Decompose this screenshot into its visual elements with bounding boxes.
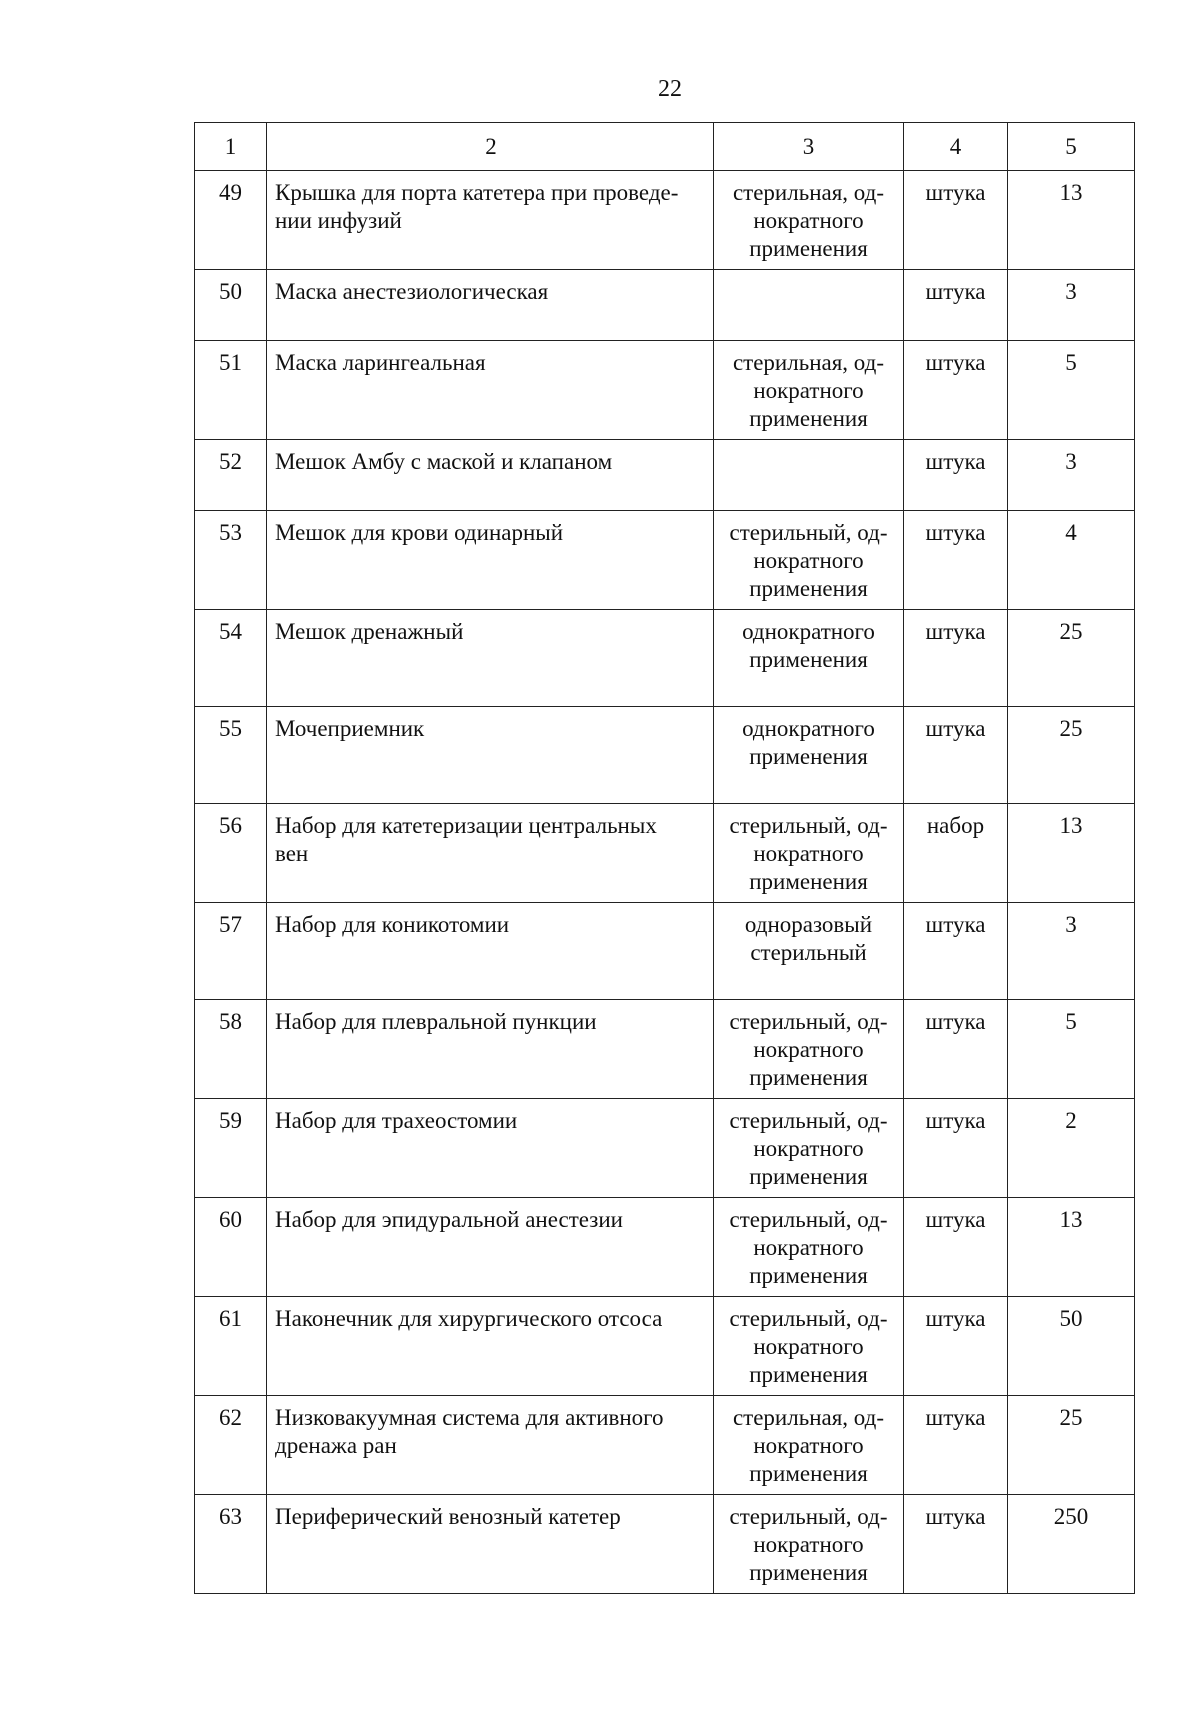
- table-row: [195, 1495, 1135, 1594]
- cell-number-line: 57: [219, 912, 242, 937]
- cell-characteristic-line: применения: [749, 576, 868, 601]
- cell-number-line: 60: [219, 1207, 242, 1232]
- table-row: [195, 171, 1135, 270]
- header-col-1: 1: [195, 123, 267, 171]
- table-body: [195, 123, 1135, 1594]
- cell-number-line: 51: [219, 350, 242, 375]
- header-col-2: 2: [267, 123, 714, 171]
- cell-quantity: [1008, 440, 1135, 511]
- cell-unit-line: штука: [925, 1009, 986, 1034]
- cell-characteristic-line: применения: [749, 1065, 868, 1090]
- cell-number: [195, 804, 267, 903]
- cell-characteristic: [714, 511, 904, 610]
- cell-number: [195, 1495, 267, 1594]
- cell-name-line: Мочеприемник: [275, 716, 425, 741]
- table-row: [195, 1099, 1135, 1198]
- cell-characteristic-line: применения: [749, 744, 868, 769]
- cell-characteristic-line: однократного: [742, 716, 875, 741]
- table-row: [195, 903, 1135, 1000]
- header-col-3: 3: [714, 123, 904, 171]
- cell-name-line: Набор для коникотомии: [275, 912, 510, 937]
- cell-quantity-line: 13: [1059, 1207, 1083, 1232]
- cell-quantity-line: 250: [1053, 1504, 1089, 1529]
- table-row: [195, 511, 1135, 610]
- cell-name-line: Набор для эпидуральной анестезии: [275, 1207, 623, 1232]
- cell-unit-line: штука: [925, 619, 986, 644]
- cell-number-line: 63: [219, 1504, 242, 1529]
- cell-characteristic-line: применения: [749, 647, 868, 672]
- cell-number-line: 52: [219, 449, 242, 474]
- cell-unit-line: штука: [925, 279, 986, 304]
- cell-name-line: Набор для плевральной пункции: [275, 1009, 597, 1034]
- table-row: [195, 270, 1135, 341]
- cell-characteristic: [714, 440, 904, 511]
- cell-quantity-line: 5: [1065, 350, 1077, 375]
- cell-characteristic: [714, 171, 904, 270]
- cell-unit: [904, 171, 1008, 270]
- table-row: [195, 1396, 1135, 1495]
- cell-number: [195, 341, 267, 440]
- cell-characteristic: [714, 707, 904, 804]
- cell-unit: [904, 1198, 1008, 1297]
- cell-quantity: [1008, 1297, 1135, 1396]
- cell-number: [195, 440, 267, 511]
- table-row: [195, 341, 1135, 440]
- cell-name: [267, 804, 714, 903]
- cell-characteristic-line: однократного: [742, 619, 875, 644]
- cell-quantity-line: 50: [1059, 1306, 1083, 1331]
- table-row: [195, 1000, 1135, 1099]
- cell-number: [195, 903, 267, 1000]
- cell-number: [195, 610, 267, 707]
- cell-name: [267, 1000, 714, 1099]
- cell-name-line: Низковакуумная система для активного: [275, 1405, 664, 1430]
- table-row: [195, 1297, 1135, 1396]
- cell-quantity: [1008, 171, 1135, 270]
- cell-characteristic-line: нократного: [753, 378, 864, 403]
- cell-characteristic: [714, 270, 904, 341]
- cell-quantity-line: 25: [1059, 1405, 1083, 1430]
- cell-characteristic-line: применения: [749, 406, 868, 431]
- cell-number: [195, 1099, 267, 1198]
- cell-characteristic-line: применения: [749, 869, 868, 894]
- cell-quantity: [1008, 707, 1135, 804]
- header-col-5: 5: [1008, 123, 1135, 171]
- cell-characteristic-line: нократного: [753, 1334, 864, 1359]
- cell-name: [267, 341, 714, 440]
- cell-characteristic-line: применения: [749, 1560, 868, 1585]
- cell-name-line: Маска ларингеальная: [275, 350, 486, 375]
- cell-characteristic-line: стерильный, од-: [729, 1207, 888, 1232]
- cell-name-line: нии инфузий: [275, 208, 402, 233]
- cell-unit: [904, 707, 1008, 804]
- cell-number-line: 53: [219, 520, 242, 545]
- cell-characteristic-line: нократного: [753, 1136, 864, 1161]
- cell-name: [267, 440, 714, 511]
- cell-name-line: Набор для катетеризации центральных: [275, 813, 657, 838]
- table-row: [195, 610, 1135, 707]
- cell-quantity: [1008, 1099, 1135, 1198]
- cell-quantity: [1008, 1396, 1135, 1495]
- cell-number-line: 50: [219, 279, 242, 304]
- page-number: 22: [658, 76, 682, 102]
- cell-quantity-line: 3: [1065, 279, 1077, 304]
- cell-name-line: Маска анестезиологическая: [275, 279, 549, 304]
- cell-unit: [904, 270, 1008, 341]
- cell-name: [267, 610, 714, 707]
- cell-quantity: [1008, 1495, 1135, 1594]
- cell-name-line: Наконечник для хирургического отсоса: [275, 1306, 663, 1331]
- cell-unit-line: штука: [925, 912, 986, 937]
- cell-characteristic-line: нократного: [753, 548, 864, 573]
- cell-characteristic-line: применения: [749, 1461, 868, 1486]
- cell-characteristic-line: нократного: [753, 208, 864, 233]
- cell-name-line: Набор для трахеостомии: [275, 1108, 518, 1133]
- cell-name: [267, 511, 714, 610]
- cell-characteristic-line: стерильная, од-: [732, 1405, 885, 1430]
- cell-number: [195, 171, 267, 270]
- cell-quantity-line: 3: [1065, 449, 1077, 474]
- cell-unit-line: набор: [926, 813, 985, 838]
- cell-unit-line: штука: [925, 1405, 986, 1430]
- cell-number-line: 58: [219, 1009, 242, 1034]
- table-row: [195, 1198, 1135, 1297]
- cell-characteristic-line: нократного: [753, 1433, 864, 1458]
- cell-name-line: Периферический венозный катетер: [275, 1504, 621, 1529]
- cell-quantity-line: 5: [1065, 1009, 1077, 1034]
- cell-unit-line: штука: [925, 716, 986, 741]
- cell-characteristic-line: стерильный, од-: [729, 1108, 888, 1133]
- table-header-row: [195, 123, 1135, 171]
- cell-name: [267, 1495, 714, 1594]
- cell-unit: [904, 610, 1008, 707]
- cell-quantity-line: 2: [1065, 1108, 1077, 1133]
- cell-unit-line: штука: [925, 350, 986, 375]
- cell-unit: [904, 1396, 1008, 1495]
- cell-name: [267, 270, 714, 341]
- cell-number-line: 54: [219, 619, 242, 644]
- cell-unit-line: штука: [925, 520, 986, 545]
- cell-unit: [904, 341, 1008, 440]
- cell-number: [195, 1198, 267, 1297]
- cell-characteristic: [714, 1396, 904, 1495]
- cell-characteristic-line: стерильный, од-: [729, 1504, 888, 1529]
- cell-name: [267, 1297, 714, 1396]
- cell-characteristic: [714, 1099, 904, 1198]
- cell-quantity: [1008, 1000, 1135, 1099]
- cell-name: [267, 903, 714, 1000]
- cell-characteristic: [714, 903, 904, 1000]
- cell-number: [195, 1297, 267, 1396]
- cell-number: [195, 1396, 267, 1495]
- cell-number-line: 59: [219, 1108, 242, 1133]
- cell-quantity: [1008, 511, 1135, 610]
- cell-characteristic: [714, 1495, 904, 1594]
- cell-quantity: [1008, 903, 1135, 1000]
- cell-quantity-line: 13: [1059, 180, 1083, 205]
- cell-characteristic-line: одноразовый: [744, 912, 873, 937]
- cell-number-line: 55: [219, 716, 242, 741]
- cell-name-line: Мешок Амбу с маской и клапаном: [275, 449, 613, 474]
- cell-quantity: [1008, 610, 1135, 707]
- equipment-table: [194, 122, 1135, 1594]
- cell-characteristic-line: стерильная, од-: [732, 180, 885, 205]
- cell-name: [267, 171, 714, 270]
- cell-unit: [904, 1000, 1008, 1099]
- cell-unit: [904, 511, 1008, 610]
- cell-name-line: Крышка для порта катетера при проведе-: [275, 180, 679, 205]
- cell-number: [195, 511, 267, 610]
- cell-characteristic-line: нократного: [753, 1532, 864, 1557]
- cell-characteristic: [714, 1297, 904, 1396]
- cell-characteristic: [714, 1198, 904, 1297]
- cell-characteristic-line: нократного: [753, 1235, 864, 1260]
- cell-unit: [904, 903, 1008, 1000]
- cell-characteristic-line: стерильный, од-: [729, 520, 888, 545]
- cell-quantity: [1008, 1198, 1135, 1297]
- cell-number-line: 61: [219, 1306, 242, 1331]
- cell-unit: [904, 440, 1008, 511]
- cell-characteristic-line: стерильный, од-: [729, 1009, 888, 1034]
- cell-name-line: Мешок дренажный: [275, 619, 464, 644]
- cell-characteristic-line: нократного: [753, 841, 864, 866]
- cell-name: [267, 1198, 714, 1297]
- cell-unit-line: штука: [925, 1306, 986, 1331]
- cell-number: [195, 270, 267, 341]
- cell-unit-line: штука: [925, 1108, 986, 1133]
- cell-name: [267, 1396, 714, 1495]
- cell-characteristic-line: стерильный, од-: [729, 1306, 888, 1331]
- cell-quantity: [1008, 341, 1135, 440]
- cell-unit: [904, 1099, 1008, 1198]
- cell-quantity: [1008, 804, 1135, 903]
- cell-unit-line: штука: [925, 180, 986, 205]
- cell-name: [267, 707, 714, 804]
- cell-unit-line: штука: [925, 449, 986, 474]
- cell-characteristic-line: стерильный, од-: [729, 813, 888, 838]
- table-row: [195, 804, 1135, 903]
- cell-quantity-line: 4: [1065, 520, 1077, 545]
- cell-quantity-line: 25: [1059, 619, 1083, 644]
- cell-characteristic-line: нократного: [753, 1037, 864, 1062]
- cell-name-line: вен: [275, 841, 309, 866]
- cell-name-line: дренажа ран: [275, 1433, 397, 1458]
- table-row: [195, 440, 1135, 511]
- cell-characteristic-line: применения: [749, 236, 868, 261]
- cell-unit: [904, 804, 1008, 903]
- cell-number: [195, 707, 267, 804]
- cell-characteristic-line: стерильный: [750, 940, 867, 965]
- cell-number-line: 49: [219, 180, 242, 205]
- cell-quantity-line: 13: [1059, 813, 1083, 838]
- cell-number-line: 62: [219, 1405, 242, 1430]
- cell-name: [267, 1099, 714, 1198]
- cell-characteristic: [714, 804, 904, 903]
- cell-number: [195, 1000, 267, 1099]
- cell-characteristic-line: применения: [749, 1164, 868, 1189]
- cell-characteristic-line: применения: [749, 1263, 868, 1288]
- cell-characteristic: [714, 610, 904, 707]
- cell-unit-line: штука: [925, 1504, 986, 1529]
- cell-quantity-line: 25: [1059, 716, 1083, 741]
- cell-number-line: 56: [219, 813, 242, 838]
- cell-quantity-line: 3: [1065, 912, 1077, 937]
- cell-unit-line: штука: [925, 1207, 986, 1232]
- cell-unit: [904, 1495, 1008, 1594]
- cell-characteristic-line: применения: [749, 1362, 868, 1387]
- cell-characteristic: [714, 1000, 904, 1099]
- cell-unit: [904, 1297, 1008, 1396]
- cell-characteristic: [714, 341, 904, 440]
- cell-quantity: [1008, 270, 1135, 341]
- header-col-4: 4: [904, 123, 1008, 171]
- cell-characteristic-line: стерильная, од-: [732, 350, 885, 375]
- table-row: [195, 707, 1135, 804]
- cell-name-line: Мешок для крови одинарный: [275, 520, 564, 545]
